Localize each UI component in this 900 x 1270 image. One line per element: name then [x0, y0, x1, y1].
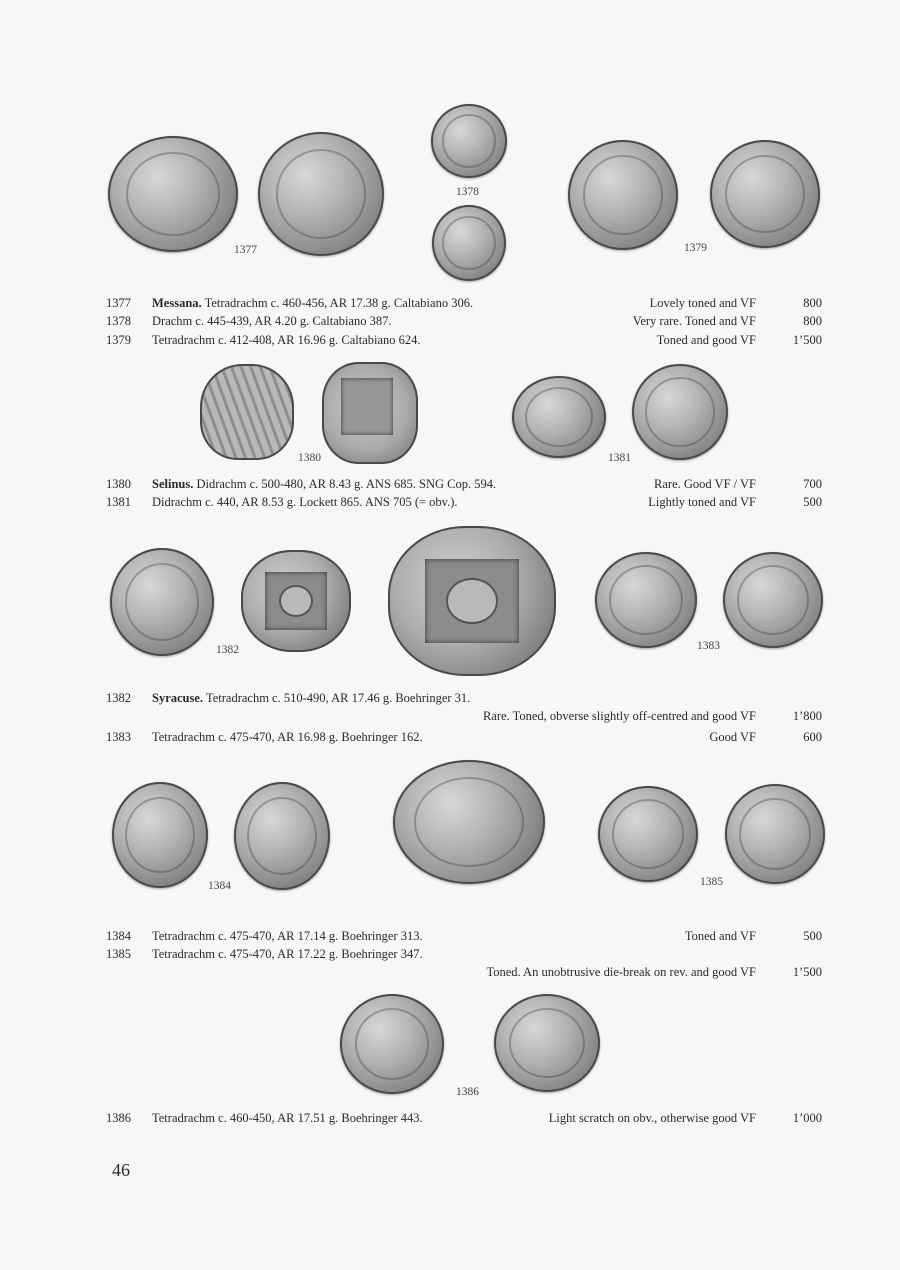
lot-condition: Light scratch on obv., otherwise good VF	[548, 1111, 756, 1125]
lot-number: 1377	[106, 296, 131, 310]
coin-1377-reverse-image	[258, 132, 384, 256]
plate-label-1377: 1377	[234, 244, 257, 256]
plate-label-1382: 1382	[216, 644, 239, 656]
lot-price: 700	[803, 477, 822, 491]
lot-price: 500	[803, 929, 822, 943]
coin-1379-obverse-image	[568, 140, 678, 250]
lot-description	[152, 477, 496, 492]
lot-number: 1383	[106, 730, 131, 744]
lot-number: 1382	[106, 691, 131, 705]
lot-price: 800	[803, 314, 822, 328]
coin-1382-obverse-image	[110, 548, 214, 656]
coin-1384-enlarged-reverse-image	[393, 760, 545, 884]
lot-price: 1’500	[792, 333, 822, 347]
lot-description	[152, 691, 470, 706]
lot-description: Drachm c. 445-439, AR 4.20 g. Caltabiano 387.	[152, 314, 392, 328]
lot-price: 800	[803, 296, 822, 310]
lot-description-text: Didrachm c. 500-480, AR 8.43 g. ANS 685. SNG Cop. 594.	[196, 477, 497, 491]
lot-description: Tetradrachm c. 460-450, AR 17.51 g. Boehringer 443.	[152, 1111, 423, 1125]
coin-1384-obverse-image	[112, 782, 208, 888]
coin-1383-reverse-image	[723, 552, 823, 648]
lot-price: 600	[803, 730, 822, 744]
lot-description: Tetradrachm c. 412-408, AR 16.96 g. Caltabiano 624.	[152, 333, 421, 347]
plate-label-1379: 1379	[684, 242, 707, 254]
plate-label-1378: 1378	[456, 186, 479, 198]
coin-1386-reverse-image	[494, 994, 600, 1092]
lot-number: 1380	[106, 477, 131, 491]
plate-label-1385: 1385	[700, 876, 723, 888]
plate-label-1381: 1381	[608, 452, 631, 464]
lot-condition: Toned and good VF	[656, 333, 756, 347]
coin-1378-obverse-image	[431, 104, 507, 178]
coin-1385-reverse-image	[725, 784, 825, 884]
lot-condition: Lovely toned and VF	[649, 296, 756, 310]
lot-condition: Rare. Good VF / VF	[654, 477, 756, 491]
lot-description-text: Tetradrachm c. 460-456, AR 17.38 g. Caltabiano 306.	[204, 296, 474, 310]
lot-condition: Rare. Toned, obverse slightly off-centred and good VF	[482, 709, 756, 723]
plate-label-1383: 1383	[697, 640, 720, 652]
lot-condition: Very rare. Toned and VF	[632, 314, 756, 328]
coin-1386-obverse-image	[340, 994, 444, 1094]
lot-number: 1384	[106, 929, 131, 943]
plate-label-1380: 1380	[298, 452, 321, 464]
lot-condition: Lightly toned and VF	[648, 495, 756, 509]
coin-1382-reverse-image	[241, 550, 351, 652]
coin-1380-reverse-image	[322, 362, 418, 464]
lot-number: 1385	[106, 947, 131, 961]
lot-number: 1381	[106, 495, 131, 509]
lot-description: Tetradrachm c. 475-470, AR 16.98 g. Boehringer 162.	[152, 730, 423, 744]
coin-1377-obverse-image	[108, 136, 238, 252]
lot-description-text: Tetradrachm c. 510-490, AR 17.46 g. Boehringer 31.	[205, 691, 471, 705]
coin-1380-obverse-image	[200, 364, 294, 460]
coin-1378-reverse-image	[432, 205, 506, 281]
lot-description	[152, 296, 473, 311]
lot-number: 1379	[106, 333, 131, 347]
coin-1384-reverse-image	[234, 782, 330, 890]
lot-price: 1’500	[792, 965, 822, 979]
coin-1382-enlarged-reverse-image	[388, 526, 556, 676]
lot-condition: Good VF	[709, 730, 756, 744]
lot-condition: Toned and VF	[684, 929, 756, 943]
coin-1383-obverse-image	[595, 552, 697, 648]
lot-city: Syracuse.	[152, 691, 204, 705]
coin-1381-reverse-image	[632, 364, 728, 460]
lot-number: 1386	[106, 1111, 131, 1125]
lot-city: Messana.	[152, 296, 202, 310]
lot-price: 500	[803, 495, 822, 509]
page-number: 46	[112, 1160, 130, 1180]
lot-description: Didrachm c. 440, AR 8.53 g. Lockett 865. ANS 705 (= obv.).	[152, 495, 458, 509]
lot-city: Selinus.	[152, 477, 194, 491]
plate-label-1386: 1386	[456, 1086, 479, 1098]
lot-description: Tetradrachm c. 475-470, AR 17.22 g. Boehringer 347.	[152, 947, 423, 961]
coin-1379-reverse-image	[710, 140, 820, 248]
lot-description: Tetradrachm c. 475-470, AR 17.14 g. Boehringer 313.	[152, 929, 423, 943]
coin-1385-obverse-image	[598, 786, 698, 882]
lot-price: 1’000	[792, 1111, 822, 1125]
lot-number: 1378	[106, 314, 131, 328]
lot-condition: Toned. An unobtrusive die-break on rev. and good VF	[486, 965, 756, 979]
lot-price: 1’800	[792, 709, 822, 723]
plate-label-1384: 1384	[208, 880, 231, 892]
coin-1381-obverse-image	[512, 376, 606, 458]
